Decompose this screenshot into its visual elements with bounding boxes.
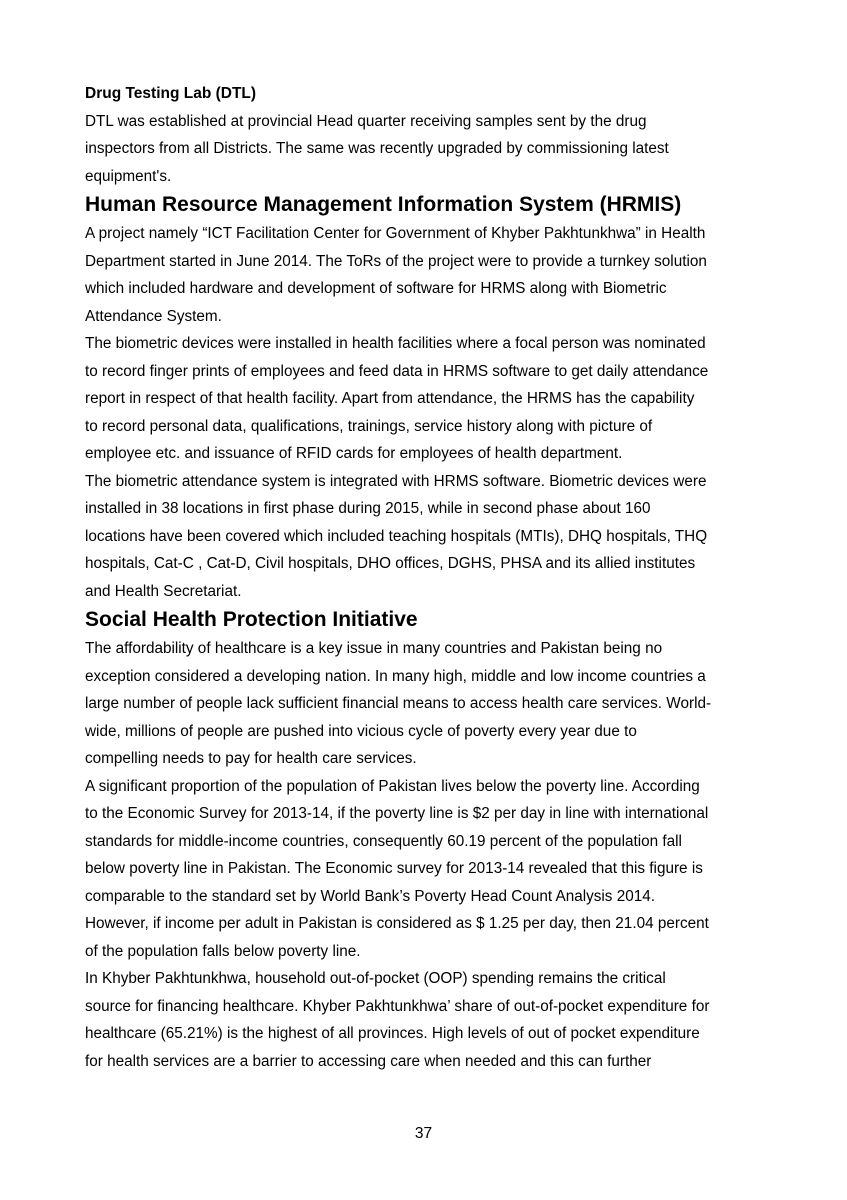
text-line: large number of people lack sufficient financial means to access health care services. World-: [85, 695, 712, 712]
hrmis-heading: Human Resource Management Information System (HRMIS): [85, 193, 682, 216]
hrmis-section: [85, 190, 765, 605]
hrmis-paragraph-3: [85, 468, 765, 606]
text-line: The affordability of healthcare is a key issue in many countries and Pakistan being no: [85, 640, 663, 657]
shpi-paragraph-1: [85, 635, 765, 773]
text-line: Attendance System.: [85, 307, 222, 325]
hrmis-paragraph-2: [85, 330, 765, 468]
text-line: installed in 38 locations in first phase during 2015, while in second phase about 160: [85, 500, 651, 517]
text-line: A significant proportion of the population of Pakistan lives below the poverty line. According: [85, 777, 700, 795]
text-line: A project namely “ICT Facilitation Center for Government of Khyber Pakhtunkhwa” in Health: [85, 225, 706, 242]
text-line: and Health Secretariat.: [85, 582, 242, 600]
hrmis-paragraph-1: [85, 220, 765, 330]
text-line: standards for middle-income countries, consequently 60.19 percent of the population fall: [85, 832, 682, 850]
text-line: employee etc. and issuance of RFID cards for employees of health department.: [85, 445, 623, 462]
text-line: to the Economic Survey for 2013-14, if the poverty line is $2 per day in line with international: [85, 805, 709, 822]
text-line: exception considered a developing nation. In many high, middle and low income countries a: [85, 667, 706, 685]
text-line: The biometric devices were installed in health facilities where a focal person was nominated: [85, 335, 706, 352]
text-line: report in respect of that health facility. Apart from attendance, the HRMS has the capability: [85, 390, 695, 407]
text-line: wide, millions of people are pushed into vicious cycle of poverty every year due to: [85, 722, 637, 740]
text-line: for health services are a barrier to accessing care when needed and this can further: [85, 1052, 652, 1070]
text-line: Department started in June 2014. The ToRs of the project were to provide a turnkey solution: [85, 252, 707, 270]
page-number: 37: [414, 1125, 433, 1142]
dtl-section: [85, 80, 765, 190]
shpi-paragraph-2: [85, 773, 765, 966]
dtl-paragraph-1: [85, 108, 765, 191]
text-line: comparable to the standard set by World Bank’s Poverty Head Count Analysis 2014.: [85, 887, 655, 905]
text-line: healthcare (65.21%) is the highest of all provinces. High levels of out of pocket expenditure: [85, 1025, 700, 1042]
shpi-paragraph-3: [85, 965, 765, 1075]
text-line: The biometric attendance system is integrated with HRMS software. Biometric devices were: [85, 472, 707, 490]
dtl-heading: Drug Testing Lab (DTL): [85, 85, 257, 102]
text-line: source for financing healthcare. Khyber Pakhtunkhwa’ share of out-of-pocket expenditure for: [85, 997, 710, 1015]
text-line: of the population falls below poverty line.: [85, 942, 361, 960]
text-line: equipment's.: [85, 167, 172, 185]
text-line: to record finger prints of employees and feed data in HRMS software to get daily attendance: [85, 362, 709, 380]
text-line: locations have been covered which included teaching hospitals (MTIs), DHQ hospitals, THQ: [85, 527, 708, 545]
shpi-section: [85, 605, 765, 1075]
text-line: DTL was established at provincial Head quarter receiving samples sent by the drug: [85, 112, 647, 130]
text-line: In Khyber Pakhtunkhwa, household out-of-pocket (OOP) spending remains the critical: [85, 970, 666, 987]
text-line: hospitals, Cat-C , Cat-D, Civil hospitals, DHO offices, DGHS, PHSA and its allied institutes: [85, 555, 696, 572]
text-line: to record personal data, qualifications, trainings, service history along with picture of: [85, 417, 653, 435]
text-line: inspectors from all Districts. The same was recently upgraded by commissioning latest: [85, 140, 669, 157]
document-page: [85, 80, 765, 1075]
text-line: compelling needs to pay for health care services.: [85, 750, 417, 767]
shpi-heading: Social Health Protection Initiative: [85, 608, 418, 631]
text-line: However, if income per adult in Pakistan is considered as $ 1.25 per day, then 21.04 percent: [85, 915, 709, 932]
text-line: below poverty line in Pakistan. The Economic survey for 2013-14 revealed that this figure is: [85, 860, 703, 877]
text-line: which included hardware and development of software for HRMS along with Biometric: [85, 280, 667, 297]
